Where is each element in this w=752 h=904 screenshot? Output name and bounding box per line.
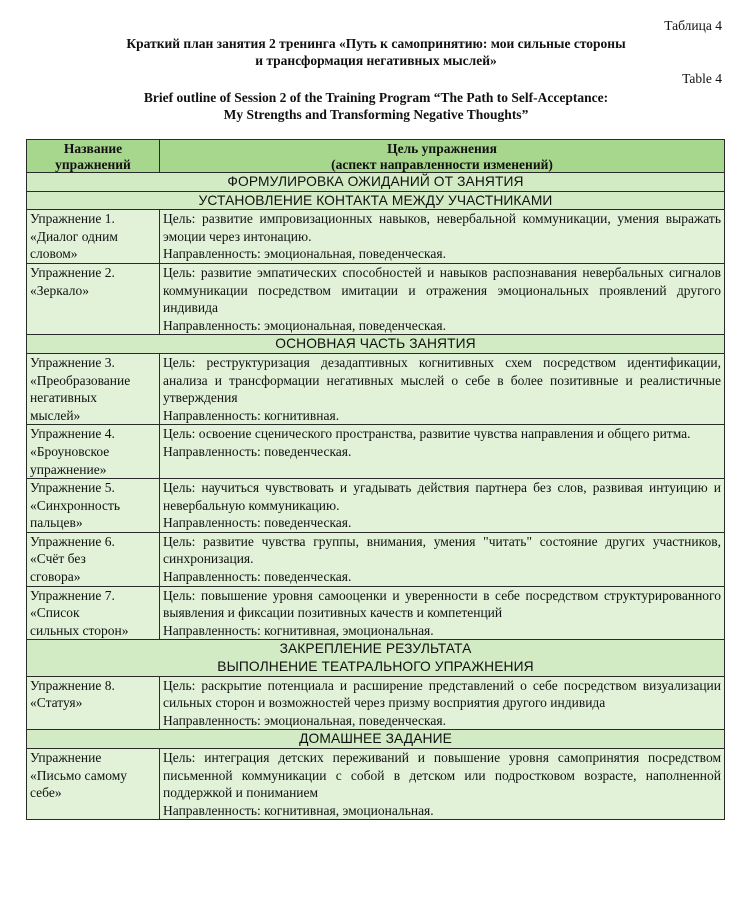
exercise-direction-text: Направленность: поведенческая. bbox=[163, 443, 352, 459]
exercise-name-cell bbox=[27, 263, 160, 334]
section-row bbox=[27, 730, 725, 749]
section-heading-line: УСТАНОВЛЕНИЕ КОНТАКТА МЕЖДУ УЧАСТНИКАМИ bbox=[198, 192, 553, 208]
exercise-name-line: «Письмо самому bbox=[30, 767, 128, 783]
exercise-name-line: Упражнение 8. bbox=[30, 677, 115, 693]
exercise-direction-text: Направленность: когнитивная, эмоциональная. bbox=[163, 622, 434, 638]
exercise-name-line: «Синхронность bbox=[30, 497, 121, 513]
exercise-direction-text: Направленность: поведенческая. bbox=[163, 515, 352, 531]
exercise-name-line: мыслей» bbox=[30, 407, 81, 423]
exercise-name-line: пальцев» bbox=[30, 515, 83, 531]
exercise-goal-cell bbox=[160, 532, 725, 586]
exercise-row bbox=[27, 586, 725, 640]
exercise-row bbox=[27, 676, 725, 730]
section-heading bbox=[27, 191, 725, 210]
exercise-row bbox=[27, 749, 725, 820]
exercise-name-line: Упражнение 3. bbox=[30, 354, 115, 370]
section-row bbox=[27, 640, 725, 676]
exercise-direction-text: Направленность: поведенческая. bbox=[163, 569, 352, 585]
section-heading bbox=[27, 173, 725, 192]
exercise-name-line: «Зеркало» bbox=[30, 282, 89, 298]
exercise-goal-text: Цель: развитие эмпатических способностей и навыков распознавания невербальных сигналов коммуникации посредством имитации и отражения эмоциональных проявлений другого индивида bbox=[163, 264, 721, 316]
caption-ru bbox=[26, 35, 726, 69]
exercise-name-line: «Преобразование bbox=[30, 372, 131, 388]
exercise-goal-cell bbox=[160, 479, 725, 533]
exercise-name-line: Упражнение 7. bbox=[30, 587, 115, 603]
exercise-goal-cell bbox=[160, 425, 725, 479]
section-heading bbox=[27, 640, 725, 676]
exercise-goal-text: Цель: развитие импровизационных навыков, невербальной коммуникации, умения выражать эмоции через интонацию. bbox=[163, 211, 721, 244]
exercise-direction-text: Направленность: эмоциональная, поведенческая. bbox=[163, 712, 446, 728]
document-page bbox=[26, 18, 726, 820]
column-header-exercise-name bbox=[27, 140, 160, 173]
exercise-direction-text: Направленность: эмоциональная, поведенческая. bbox=[163, 317, 446, 333]
session-plan-table bbox=[26, 139, 725, 820]
exercise-goal-text: Цель: интеграция детских переживаний и повышение уровня самопринятия посредством письменной коммуникации с собой в детском или подростковом возрасте, наполненной поддержкой и пониманием bbox=[163, 750, 721, 801]
exercise-name-line: «Список bbox=[30, 605, 80, 621]
exercise-name-line: «Счёт без bbox=[30, 551, 86, 567]
exercise-row bbox=[27, 479, 725, 533]
exercise-name-line: «Статуя» bbox=[30, 695, 83, 711]
section-row bbox=[27, 191, 725, 210]
section-heading-line: ВЫПОЛНЕНИЕ ТЕАТРАЛЬНОГО УПРАЖНЕНИЯ bbox=[217, 659, 534, 675]
exercise-name-cell bbox=[27, 425, 160, 479]
exercise-name-line: сговора» bbox=[30, 569, 81, 585]
exercise-name-cell bbox=[27, 210, 160, 264]
exercise-name-cell bbox=[27, 586, 160, 640]
exercise-goal-text: Цель: освоение сценического пространства, развитие чувства направления и общего ритма. bbox=[163, 426, 691, 442]
exercise-row bbox=[27, 425, 725, 479]
column-header-line: Название bbox=[63, 141, 123, 156]
exercise-name-line: сильных сторон» bbox=[30, 622, 129, 638]
section-row bbox=[27, 335, 725, 354]
column-header-exercise-goal bbox=[160, 140, 725, 173]
exercise-goal-text: Цель: научиться чувствовать и угадывать действия партнера без слов, развивая интуицию и невербальную коммуникацию. bbox=[163, 480, 721, 513]
exercise-goal-cell bbox=[160, 676, 725, 730]
table-label-en: Table 4 bbox=[682, 71, 722, 86]
exercise-goal-text: Цель: развитие чувства группы, внимания, умения "читать" состояние других участников, синхронизация. bbox=[163, 533, 721, 567]
table-header-row bbox=[27, 140, 725, 173]
caption-en bbox=[26, 89, 726, 123]
caption-en-line-2: My Strengths and Transforming Negative Thoughts” bbox=[223, 107, 529, 122]
exercise-goal-cell bbox=[160, 586, 725, 640]
section-heading-line: ДОМАШНЕЕ ЗАДАНИЕ bbox=[299, 731, 452, 747]
section-heading bbox=[27, 730, 725, 749]
table-label-ru: Таблица 4 bbox=[664, 18, 722, 33]
exercise-name-cell bbox=[27, 749, 160, 820]
exercise-goal-cell bbox=[160, 263, 725, 334]
exercise-name-line: негативных bbox=[30, 390, 97, 406]
exercise-name-cell bbox=[27, 676, 160, 730]
exercise-row bbox=[27, 263, 725, 334]
section-heading-line: ОСНОВНАЯ ЧАСТЬ ЗАНЯТИЯ bbox=[275, 336, 476, 352]
column-header-line: Цель упражнения bbox=[387, 141, 497, 156]
exercise-name-line: упражнение» bbox=[30, 461, 107, 477]
exercise-name-line: Упражнение 1. bbox=[30, 211, 115, 227]
exercise-row bbox=[27, 210, 725, 264]
exercise-name-line: Упражнение 2. bbox=[30, 264, 115, 280]
exercise-goal-text: Цель: реструктуризация дезадаптивных когнитивных схем посредством идентификации, анализа и трансформации негативных мыслей о себе в более позитивные и реалистичные утверждения bbox=[163, 354, 721, 406]
exercise-name-line: себе» bbox=[30, 785, 62, 801]
exercise-goal-cell bbox=[160, 353, 725, 424]
exercise-name-line: Упражнение 5. bbox=[30, 480, 115, 496]
exercise-row bbox=[27, 532, 725, 586]
caption-en-line-1: Brief outline of Session 2 of the Training Program “The Path to Self-Acceptance: bbox=[143, 90, 609, 105]
column-header-line: упражнений bbox=[55, 156, 131, 172]
exercise-name-line: «Броуновское bbox=[30, 443, 110, 459]
exercise-goal-cell bbox=[160, 210, 725, 264]
section-heading bbox=[27, 335, 725, 354]
column-header-line: (аспект направленности изменений) bbox=[331, 156, 553, 172]
exercise-name-line: Упражнение 6. bbox=[30, 533, 115, 549]
exercise-direction-text: Направленность: когнитивная. bbox=[163, 407, 340, 423]
exercise-goal-cell bbox=[160, 749, 725, 820]
exercise-goal-text: Цель: повышение уровня самооценки и уверенности в себе посредством структурированного выявления и фиксации позитивных качеств и компетенций bbox=[163, 587, 721, 621]
exercise-name-cell bbox=[27, 479, 160, 533]
exercise-name-cell bbox=[27, 353, 160, 424]
exercise-goal-text: Цель: раскрытие потенциала и расширение представлений о себе посредством визуализации сильных сторон и возможностей через призму восприятия другого индивида bbox=[163, 677, 721, 711]
exercise-name-line: «Диалог одним bbox=[30, 228, 118, 244]
exercise-name-line: словом» bbox=[30, 246, 78, 262]
section-heading-line: ФОРМУЛИРОВКА ОЖИДАНИЙ ОТ ЗАНЯТИЯ bbox=[227, 174, 524, 189]
exercise-name-line: Упражнение 4. bbox=[30, 426, 115, 442]
exercise-name-line: Упражнение bbox=[30, 750, 102, 765]
section-row bbox=[27, 173, 725, 192]
caption-ru-line-1: Краткий план занятия 2 тренинга «Путь к самопринятию: мои сильные стороны bbox=[126, 36, 626, 51]
table-body bbox=[27, 173, 725, 820]
exercise-row bbox=[27, 353, 725, 424]
section-heading-line: ЗАКРЕПЛЕНИЕ РЕЗУЛЬТАТА bbox=[279, 641, 472, 657]
caption-ru-line-2: и трансформация негативных мыслей» bbox=[255, 53, 497, 68]
exercise-direction-text: Направленность: когнитивная, эмоциональная. bbox=[163, 802, 434, 818]
exercise-direction-text: Направленность: эмоциональная, поведенческая. bbox=[163, 246, 446, 262]
exercise-name-cell bbox=[27, 532, 160, 586]
